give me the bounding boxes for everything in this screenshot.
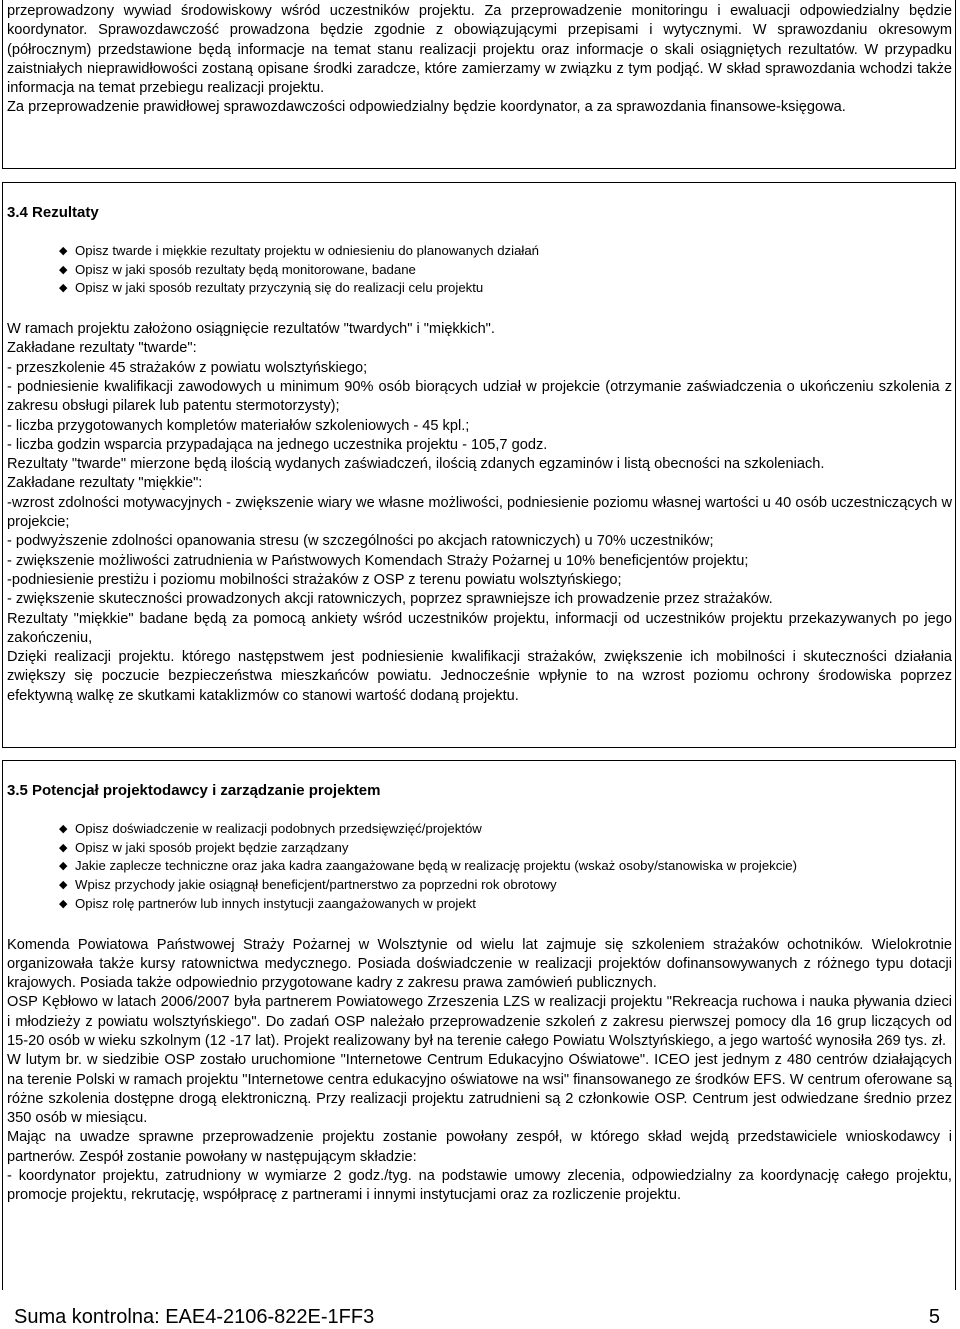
- paragraph: -podniesienie prestiżu i poziomu mobilności strażaków z OSP z terenu powiatu wolsztyńskiego;: [7, 571, 622, 588]
- diamond-bullet-icon: ◆: [59, 282, 68, 295]
- paragraph: -wzrost zdolności motywacyjnych - zwiększenie wiary we własne możliwości, podniesienie poziomu własnej wartości u 40 osób uczestniczących w projekcie;: [7, 494, 952, 531]
- paragraph: - zwiększenie możliwości zatrudnienia w Państwowych Komendach Straży Pożarnej u 10% beneficjentów projektu;: [7, 552, 749, 569]
- paragraph: - koordynator projektu, zatrudniony w wymiarze 2 godz./tyg. na podstawie umowy zlecenia, odpowiedzialny za koordynację całego projektu, promocje projektu, rekrutację, współpracę z partnerami i innymi instytucjami oraz za rozliczenie projektu.: [7, 1168, 952, 1204]
- paragraph: W lutym br. w siedzibie OSP zostało uruchomione "Internetowe Centrum Edukacyjno Oświatowe". ICEO jest jednym z 480 centrów działających na terenie Polski w ramach projektu "Internetowe centra edukacyjno oświatowe na wsi" finansowanego ze środków EFS. W centrum oferowane są różne szkolenia dostępne drogą elektroniczną. Przy realizacji projektu zatrudnieni są 2 członkowie OSP. Centrum jest odwiedzane średnio przez 350 osób w miesiącu.: [7, 1052, 952, 1127]
- list-item: ◆ Opisz w jaki sposób projekt będzie zarządzany: [59, 839, 952, 858]
- diamond-bullet-icon: ◆: [59, 897, 68, 910]
- potential-section-box: [2, 760, 956, 1290]
- paragraph: Dzięki realizacji projektu. którego następstwem jest podniesienie kwalifikacji strażaków, zwiększenie ich mobilności i skuteczności działania zwiększy się poczucie bezpieczeństwa mieszkańców powiatu. Jednocześnie wpłynie to na wzrost poziomu ochrony środowiska poprzez efektywną walkę ze skutkami kataklizmów co stanowi wartość dodaną projektu.: [7, 649, 952, 704]
- paragraph: - liczba przygotowanych kompletów materiałów szkoleniowych - 45 kpl.;: [7, 417, 470, 434]
- paragraph: przeprowadzony wywiad środowiskowy wśród uczestników projektu. Za przeprowadzenie monitoringu i ewaluacji odpowiedzialny będzie koordynator. Sprawozdawczość prowadzona będzie zgodnie z obowiązującymi przepisami i wytycznymi. W sprawozdaniu okresowym (półrocznym) przedstawione będą informacje na temat stanu realizacji projektu oraz informacje o skali osiągniętych rezultatów. W przypadku zaistniałych nieprawidłowości zostaną opisane środki zaradcze, które zamierzamy w związku z tym podjąć. W skład sprawozdania wchodzi także informacja na temat przebiegu realizacji projektu.: [7, 3, 952, 97]
- list-item: ◆ Wpisz przychody jakie osiągnął beneficjent/partnerstwo za poprzedni rok obrotowy: [59, 876, 952, 895]
- paragraph: Mając na uwadze sprawne przeprowadzenie projektu zostanie powołany zespół, w którego skład wejdą przedstawiciele wnioskodawcy i partnerów. Zespół zostanie powołany w następującym składzie:: [7, 1129, 952, 1165]
- list-item: ◆ Opisz rolę partnerów lub innych instytucji zaangażowanych w projekt: [59, 895, 952, 914]
- diamond-bullet-icon: ◆: [59, 860, 68, 873]
- list-item: ◆ Opisz w jaki sposób rezultaty przyczynią się do realizacji celu projektu: [59, 279, 952, 298]
- list-item: ◆ Jakie zaplecze techniczne oraz jaka kadra zaangażowane będą w realizację projektu (wskaż osoby/stanowiska w projekcie): [59, 857, 952, 876]
- paragraph: - liczba godzin wsparcia przypadająca na jednego uczestnika projektu - 105,7 godz.: [7, 436, 548, 453]
- paragraph: - podniesienie kwalifikacji zawodowych u minimum 90% osób biorących udział w projekcie (otrzymanie zaświadczenia o ukończeniu szkolenia z zakresu obsługi pilarek lub patentu stermotorzysty);: [7, 379, 952, 415]
- paragraph: - podwyższenie zdolności opanowania stresu (w szczególności po akcjach ratowniczych) u 70% uczestników;: [7, 533, 714, 550]
- list-item: ◆ Opisz w jaki sposób rezultaty będą monitorowane, badane: [59, 261, 952, 280]
- diamond-bullet-icon: ◆: [59, 879, 68, 892]
- checksum-label: Suma kontrolna: EAE4-2106-822E-1FF3: [14, 1306, 375, 1328]
- diamond-bullet-icon: ◆: [59, 245, 68, 257]
- paragraph: Zakładane rezultaty "miękkie":: [7, 475, 203, 492]
- paragraph: - zwiększenie skuteczności prowadzonych akcji ratowniczych, poprzez sprawniejsze ich prowadzenie przez strażaków.: [7, 591, 773, 608]
- paragraph: Zakładane rezultaty "twarde":: [7, 340, 197, 357]
- list-item: ◆ Opisz doświadczenie w realizacji podobnych przedsięwzięć/projektów: [59, 820, 952, 839]
- paragraph: Za przeprowadzenie prawidłowej sprawozdawczości odpowiedzialny będzie koordynator, a za sprawozdania finansowe-księgowa.: [7, 99, 846, 116]
- guidance-list: [59, 820, 952, 914]
- section-title: 3.4 Rezultaty: [7, 204, 99, 221]
- paragraph: W ramach projektu założono osiągnięcie rezultatów "twardych" i "miękkich".: [7, 321, 495, 338]
- monitoring-section-box: [2, 0, 956, 169]
- paragraph: OSP Kębłowo w latach 2006/2007 była partnerem Powiatowego Zrzeszenia LZS w realizacji projektu "Rekreacja ruchowa i nauka pływania dzieci i młodzieży z powiatu wolsztyńskiego". Do zadań OSP należało przeprowadzenie szkoleń z zakresu pierwszej pomocy dla 16 grup liczących od 15-20 osób w wieku szkolnym (12 -17 lat). Projekt realizowany był na terenie całego Powiatu Wolsztyńskiego, a jego wartość wynosiła 269 tys. zł.: [7, 994, 952, 1049]
- diamond-bullet-icon: ◆: [59, 841, 68, 854]
- results-section-box: [2, 182, 956, 748]
- paragraph: Rezultaty "miękkie" badane będą za pomocą ankiety wśród uczestników projektu, informacji od uczestników projektu przekazywanych po jego zakończeniu,: [7, 610, 952, 646]
- section-title: 3.5 Potencjał projektodawcy i zarządzanie projektem: [7, 782, 381, 799]
- paragraph: Rezultaty "twarde" mierzone będą ilością wydanych zaświadczeń, ilością zdanych egzaminów i listą obecności na szkoleniach.: [7, 456, 825, 473]
- paragraph: Komenda Powiatowa Państwowej Straży Pożarnej w Wolsztynie od wielu lat zajmuje się szkoleniem strażaków ochotników. Wielokrotnie organizowała także kursy ratownictwa medycznego. Posiada doświadczenie w realizacji projektów dofinansowywanych z różnego typu dotacji krajowych. Posiada także odpowiednio przygotowane kadry z zakresu prawa zamówień publicznych.: [7, 936, 952, 992]
- list-item: ◆ Opisz twarde i miękkie rezultaty projektu w odniesieniu do planowanych działań: [59, 242, 952, 261]
- guidance-list: [59, 242, 952, 298]
- paragraph: - przeszkolenie 45 strażaków z powiatu wolsztyńskiego;: [7, 359, 368, 376]
- page-number: 5: [928, 1306, 940, 1328]
- diamond-bullet-icon: ◆: [59, 263, 68, 276]
- diamond-bullet-icon: ◆: [59, 823, 68, 835]
